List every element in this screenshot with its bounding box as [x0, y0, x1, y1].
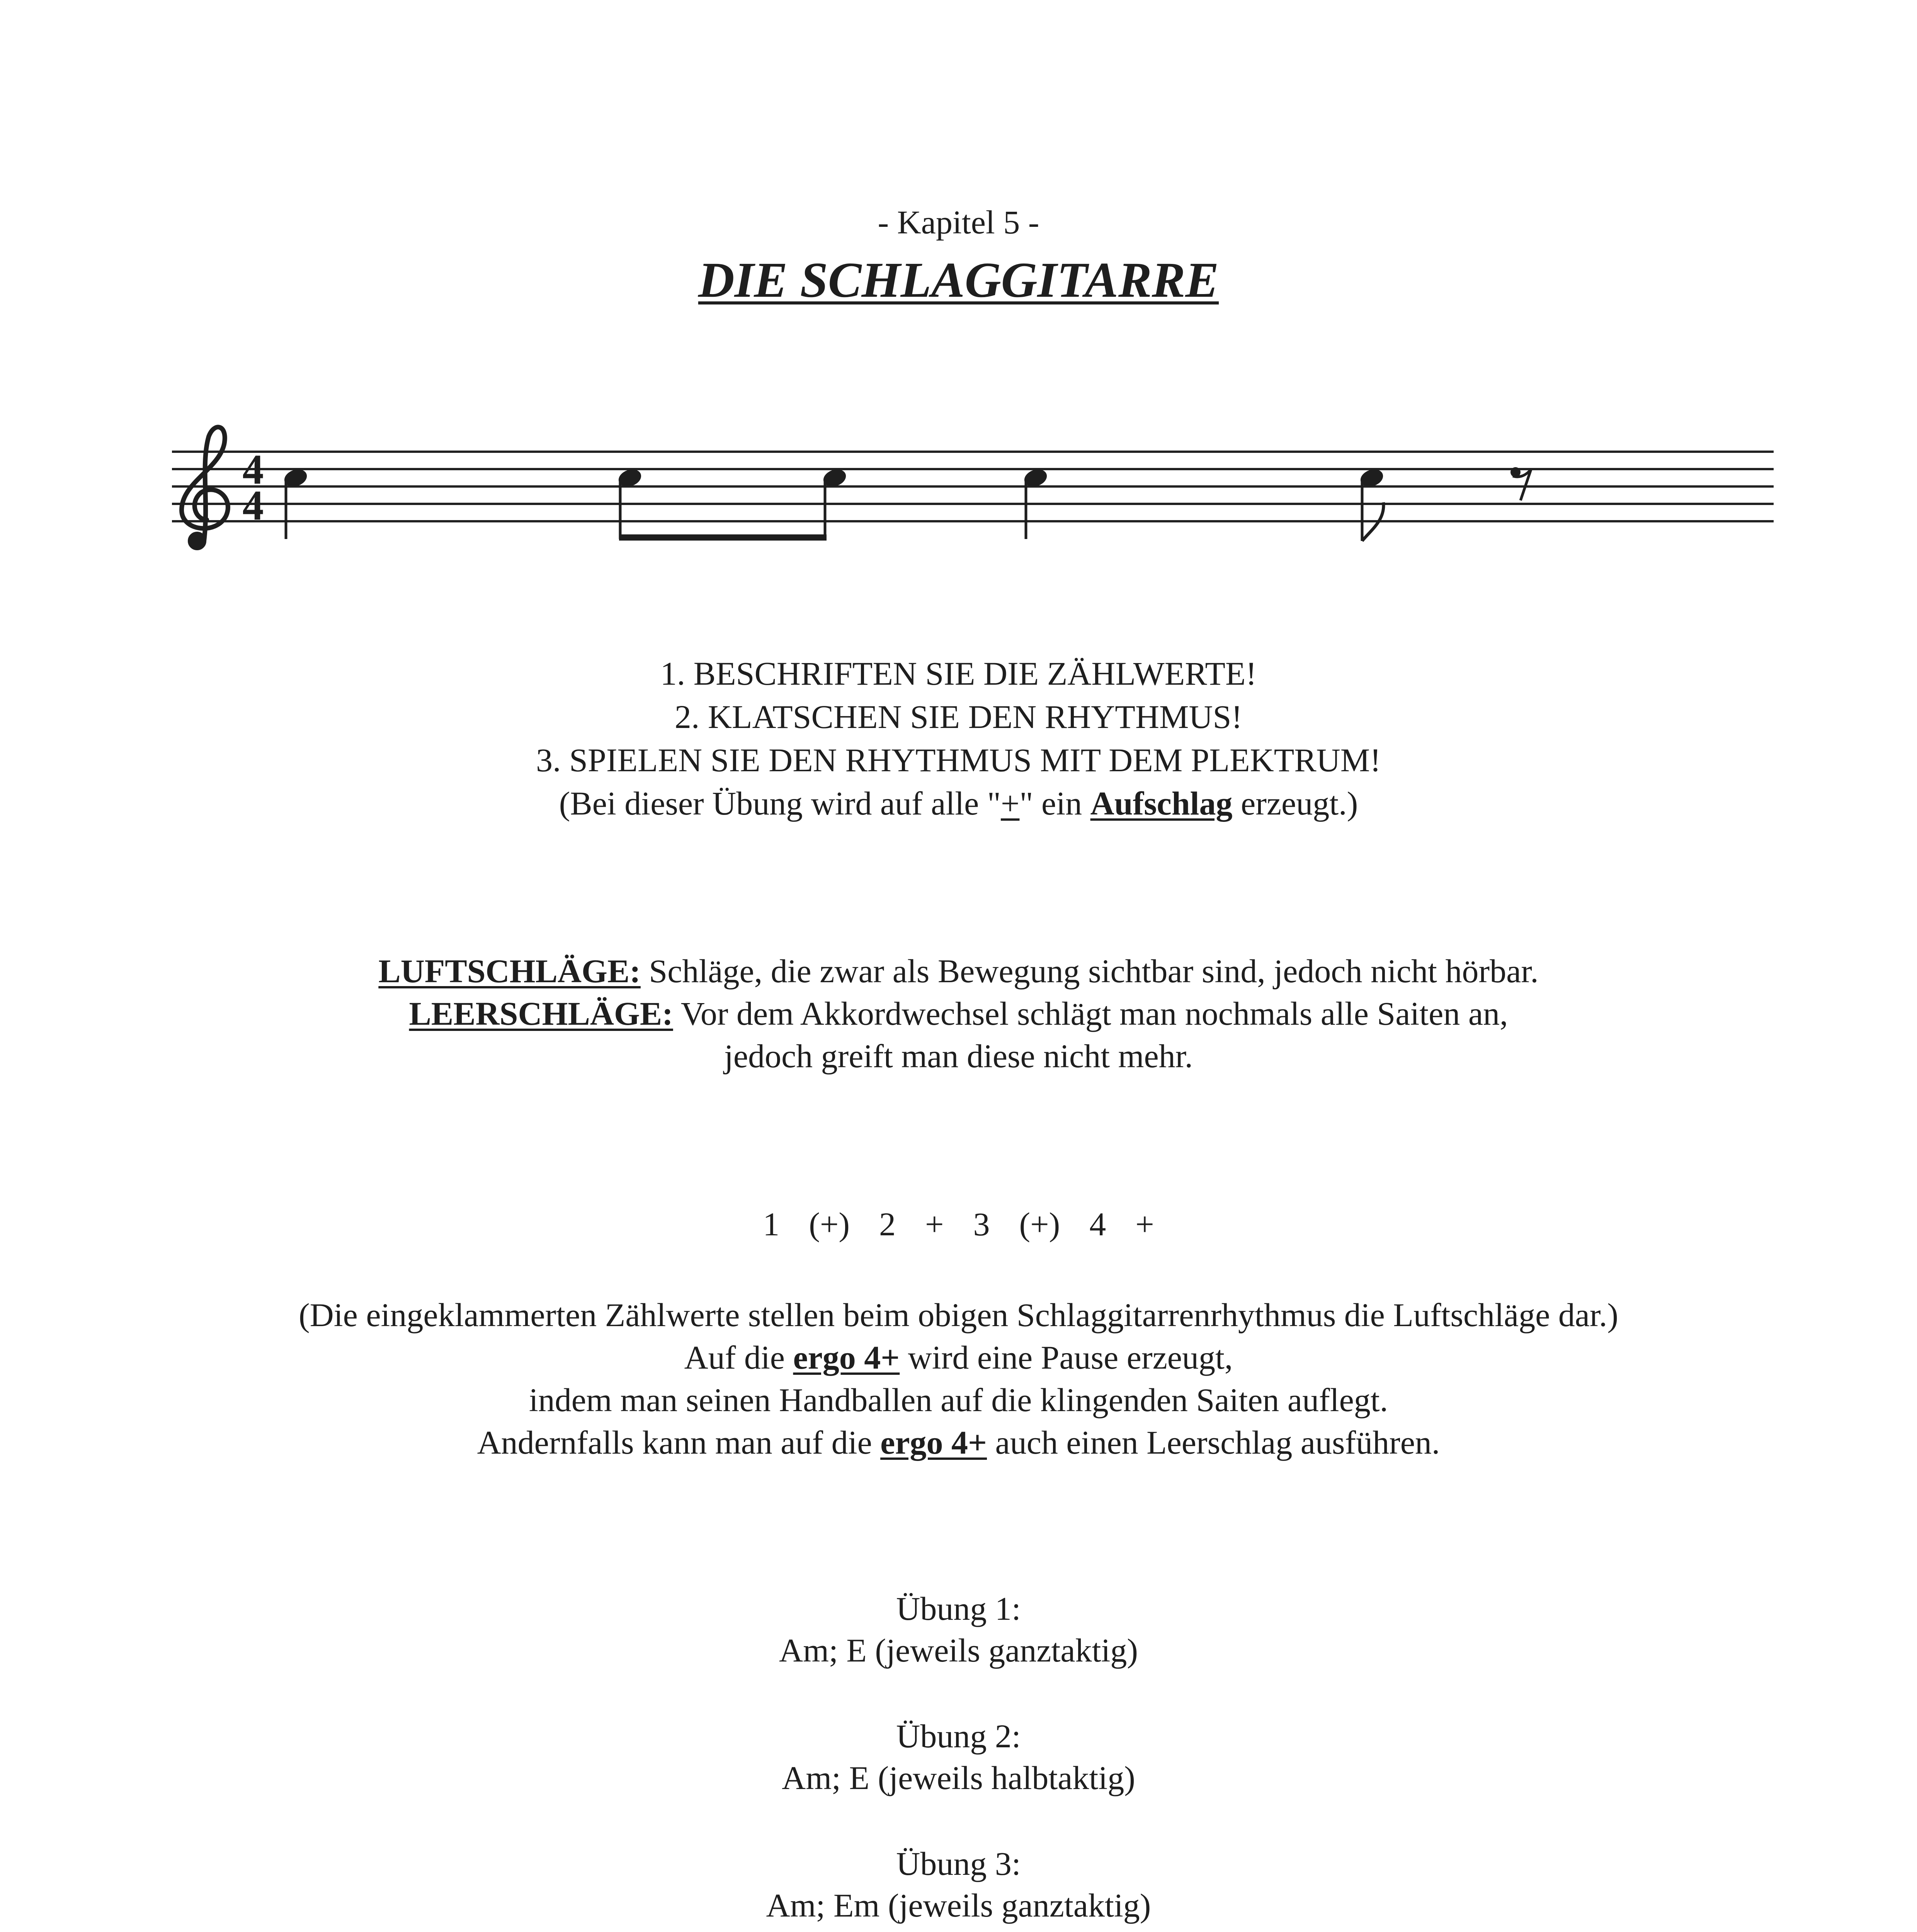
count-6: (+): [1019, 1206, 1060, 1243]
exercise-3-label: Übung 3:: [896, 1845, 1021, 1882]
explanation-2-pre: Auf die: [684, 1339, 793, 1376]
leerschlaege-term: LEERSCHLÄGE:: [409, 995, 673, 1032]
ergo-4-term-2: ergo 4+: [880, 1424, 987, 1461]
chapter-label: - Kapitel 5 -: [878, 204, 1039, 241]
staff-lines: [172, 452, 1774, 521]
explanation-4-post: auch einen Leerschlag ausführen.: [987, 1424, 1440, 1461]
explanation-4: [0, 1426, 1917, 1459]
aufschlag-term: Aufschlag: [1090, 785, 1233, 822]
leerschlaege-text: Vor dem Akkordwechsel schlägt man nochmals alle Saiten an,: [673, 995, 1508, 1032]
exercise-2-label: Übung 2:: [896, 1718, 1021, 1755]
count-7: 4: [1089, 1206, 1106, 1243]
explanation-2: [0, 1341, 1917, 1374]
rhythm-staff: [0, 0, 1917, 580]
eighth-beam: [619, 534, 827, 541]
instruction-4-pre: (Bei dieser Übung wird auf alle ": [559, 785, 1001, 822]
exercise-1-chords: Am; E (jeweils ganztaktig): [779, 1632, 1138, 1669]
exercise-2-chords: Am; E (jeweils halbtaktig): [782, 1759, 1135, 1796]
ergo-4-term: ergo 4+: [793, 1339, 900, 1376]
instruction-4: [0, 787, 1917, 820]
count-1: 1: [763, 1206, 780, 1243]
count-5: 3: [973, 1206, 990, 1243]
definition-leerschlaege-cont: jedoch greift man diese nicht mehr.: [724, 1037, 1193, 1075]
exercise-1-label: Übung 1:: [896, 1590, 1021, 1627]
count-2: (+): [809, 1206, 850, 1243]
instruction-3: 3. SPIELEN SIE DEN RHYTHMUS MIT DEM PLEKTRUM!: [536, 742, 1381, 779]
explanation-4-pre: Andernfalls kann man auf die: [477, 1424, 881, 1461]
explanation-1: (Die eingeklammerten Zählwerte stellen beim obigen Schlaggitarrenrhythmus die Luftschläge dar.): [299, 1296, 1618, 1333]
definition-leerschlaege: [0, 997, 1917, 1030]
instruction-4-mid: " ein: [1019, 785, 1090, 822]
instruction-4-post: erzeugt.): [1232, 785, 1358, 822]
count-3: 2: [879, 1206, 896, 1243]
explanation-3: indem man seinen Handballen auf die klingenden Saiten auflegt.: [529, 1381, 1388, 1418]
explanation-2-post: wird eine Pause erzeugt,: [900, 1339, 1233, 1376]
eighth-rest-icon: [1510, 467, 1531, 500]
luftschlaege-text: Schläge, die zwar als Bewegung sichtbar sind, jedoch nicht hörbar.: [640, 952, 1539, 990]
instruction-1: 1. BESCHRIFTEN SIE DIE ZÄHLWERTE!: [660, 655, 1257, 692]
plus-symbol: +: [1000, 785, 1020, 822]
counting-row: [0, 1208, 1917, 1241]
instruction-2: 2. KLATSCHEN SIE DEN RHYTHMUS!: [674, 698, 1243, 735]
count-8: +: [1135, 1206, 1154, 1243]
time-signature-top: 4: [242, 446, 264, 493]
definition-luftschlaege: [0, 954, 1917, 988]
page-title: DIE SCHLAGGITARRE: [698, 252, 1219, 308]
exercise-3-chords: Am; Em (jeweils ganztaktig): [766, 1887, 1151, 1924]
time-signature: [243, 446, 264, 529]
luftschlaege-term: LUFTSCHLÄGE:: [378, 952, 641, 990]
time-signature-bottom: 4: [242, 482, 264, 529]
count-4: +: [925, 1206, 944, 1243]
